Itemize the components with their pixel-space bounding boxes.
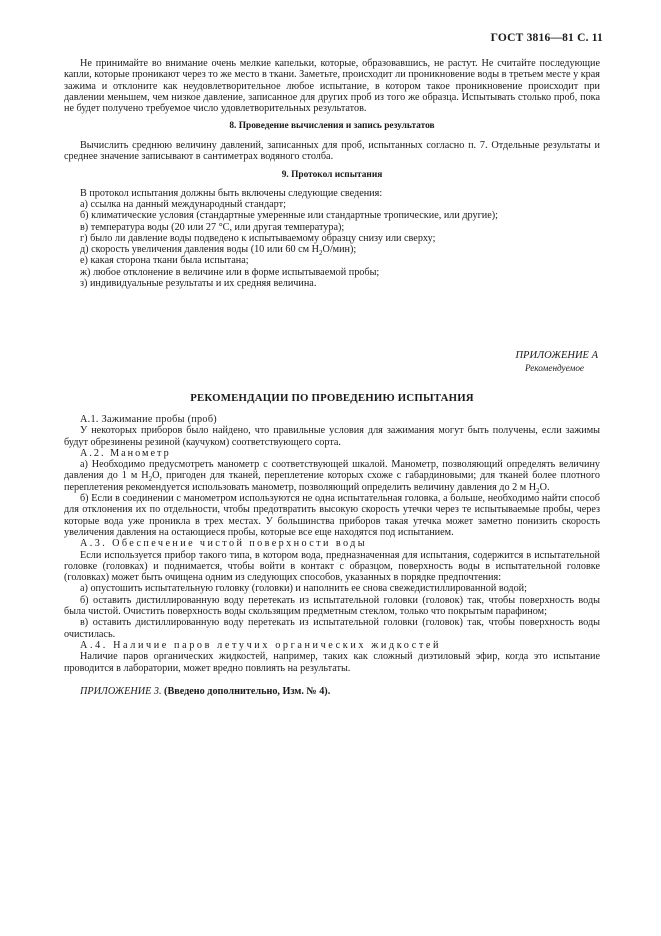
protocol-item-d-text: д) скорость увеличения давления воды (10 или 60 см H	[80, 244, 319, 256]
protocol-item: в) температура воды (20 или 27 °С, или другая температура);	[80, 221, 345, 233]
subscript: 2	[318, 249, 323, 258]
protocol-item: б) климатические условия (стандартные умеренные или стандартные тропические, или другие);	[80, 210, 498, 222]
appendix-status: Рекомендуемое	[524, 363, 584, 373]
protocol-item: ж) любое отклонение в величине или в форме испытываемой пробы;	[80, 266, 380, 278]
subscript: 2	[148, 475, 153, 484]
footer-amendment: (Введено дополнительно, Изм. № 4).	[164, 685, 331, 697]
a2-text-a-part1: а) Необходимо предусмотреть манометр с соответствующей шкалой. Манометр, позволяющий определять величину давления до 1 м H	[64, 459, 600, 482]
section-results-text	[64, 58, 600, 289]
a2-heading: А.2. Манометр	[80, 447, 171, 459]
protocol-item: а) ссылка на данный международный стандарт;	[80, 198, 286, 210]
protocol-item: г) было ли давление воды подведено к испытываемому образцу снизу или сверху;	[80, 232, 436, 244]
a1-text: У некоторых приборов было найдено, что правильные условия для зажимания могут быть получены, если зажимы будут обрезинены резиной (каучуком) соответствующего сорта.	[64, 425, 600, 448]
section-8-title: 8. Проведение вычисления и запись результатов	[229, 121, 435, 132]
a3-item: а) опустошить испытательную головку (головки) и наполнить ее снова свежедистиллированной водой;	[80, 583, 527, 595]
a2-text-a-part3: О.	[539, 481, 550, 493]
section-9-intro: В протокол испытания должны быть включены следующие сведения:	[80, 187, 383, 199]
appendix-title: РЕКОМЕНДАЦИИ ПО ПРОВЕДЕНИЮ ИСПЫТАНИЯ	[190, 392, 474, 404]
a1-heading: А.1. Зажимание пробы (проб)	[80, 414, 218, 425]
a2-text-a-part2: О, пригоден для тканей, переплетение которых схоже с габардиновыми; для тканей более плотного переплетения рекомендуется использовать манометр, позволяющий определить величину давления до 2 м H	[64, 470, 600, 493]
a4-heading: А.4. Наличие паров летучих органических жидкостей	[80, 639, 442, 651]
protocol-item: е) какая сторона ткани была испытана;	[80, 255, 249, 267]
section-8-text: Вычислить среднюю величину давлений, записанных для проб, испытанных согласно п. 7. Отдельные результаты и среднее значение записывают в сантиметрах водяного столба.	[64, 139, 600, 163]
protocol-item: з) индивидуальные результаты и их средняя величина.	[80, 278, 317, 290]
page-header: ГОСТ 3816—81 С. 11	[490, 32, 603, 44]
subscript: 2	[536, 486, 540, 495]
appendix-label: ПРИЛОЖЕНИЕ А	[515, 350, 598, 361]
a3-item: в) оставить дистиллированную воду перетекать из испытательной головки (головок) так, чтобы поверхность воды очистилась.	[64, 617, 600, 640]
a3-text: Если используется прибор такого типа, в котором вода, предназначенная для испытания, содержится в испытательной головке (головках) и поднимается, чтобы войти в контакт с образцом, поверхность воды в испытательной головке (головках) может быть очищена одним из следующих способов, указанных в порядке предпочтения:	[64, 549, 600, 584]
a4-text: Наличие паров органических жидкостей, например, таких как сложный диэтиловый эфир, когда это испытание проводится в лаборатории, может вредно повлиять на результаты.	[64, 651, 600, 674]
a3-item: б) оставить дистиллированную воду перетекать из испытательной головки (головок) так, чтобы поверхность воды была чистой. Очистить поверхность воды скользящим предметным стеклом, только что покрытым парафином;	[64, 594, 600, 618]
intro-paragraph: Не принимайте во внимание очень мелкие капельки, которые, образовавшись, не растут. Не считайте последующие капли, которые проникают через то же место в ткани. Заметьте, происходит ли проникновение воды в третьем месте у края зажима и отклоните как неудовлетворительное любое испытание, в котором такое проникновение происходит при давлении меньшем, чем низкое давление, записанное для других проб из того же образца. Испытывать столько проб, пока не будет получено требуемое число удовлетворительных результатов.	[64, 58, 600, 115]
appendix-label-block	[515, 350, 598, 374]
appendix-body	[64, 414, 600, 697]
protocol-item	[64, 244, 600, 258]
footer-appendix-ref: ПРИЛОЖЕНИЕ 3.	[80, 685, 162, 697]
a2-text-a	[64, 459, 600, 493]
protocol-item-d-tail: О/мин);	[322, 244, 357, 256]
footer-note	[64, 686, 600, 697]
section-9-title: 9. Протокол испытания	[281, 170, 383, 181]
a2-text-b: б) Если в соединении с манометром используются не одна испытательная головка, а больше, необходимо найти способ для отклонения их по отдельности, чтобы предотвратить высокую скорость утечки через те испытываемые пробы, через которые вода уже проникла в трех местах. У большинства приборов такая утечка может заметно понизить скорость увеличения давления на остающиеся пробы, которые все еще находятся под испытанием.	[64, 493, 600, 538]
a3-heading: А.3. Обеспечение чистой поверхности воды	[80, 538, 367, 550]
